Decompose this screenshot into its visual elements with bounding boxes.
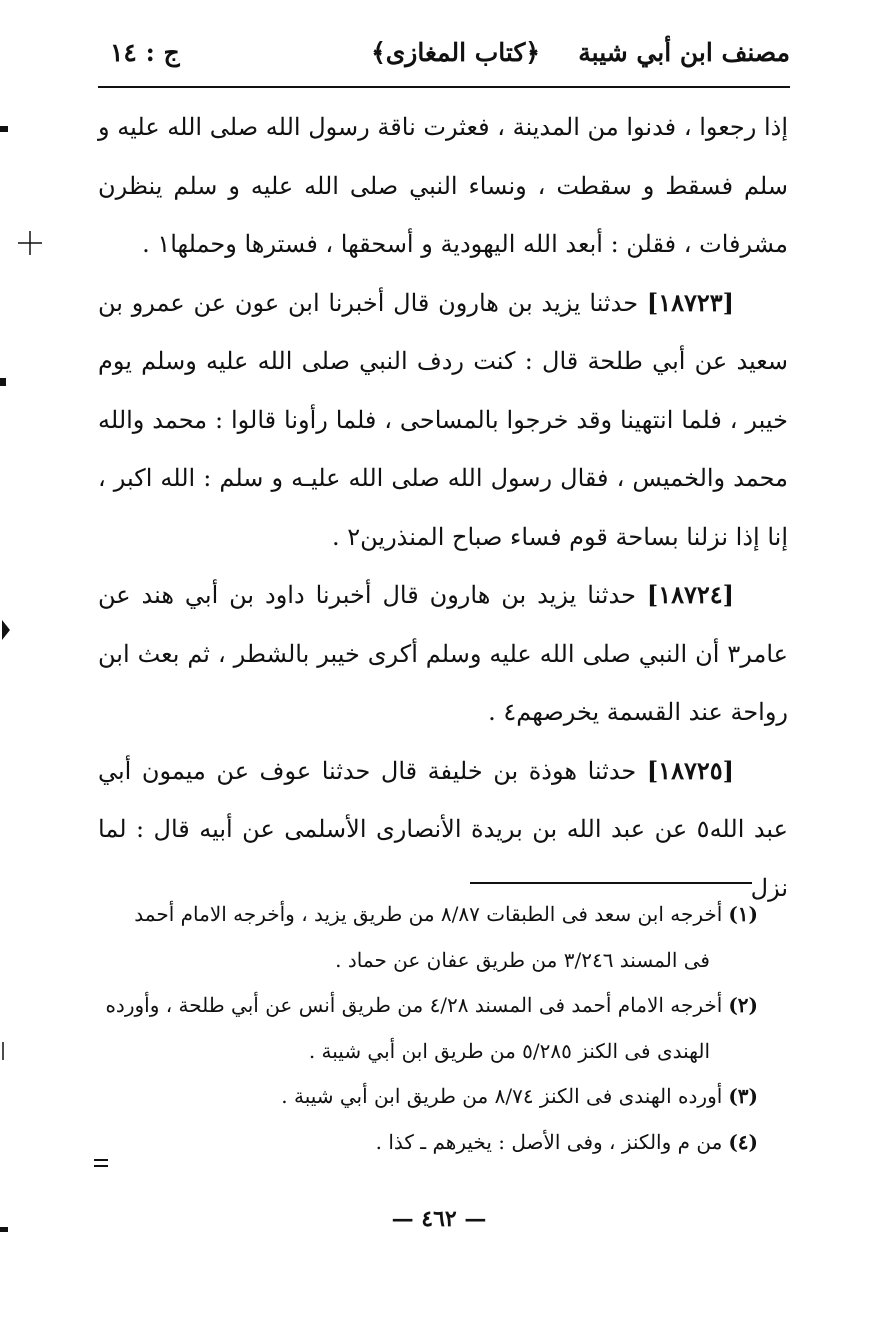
footnote-line: من م والكنز ، وفى الأصل : يخيرهم ـ كذا . [375,1129,723,1154]
continuation-paragraph: إذا رجعوا ، فدنوا من المدينة ، فعثرت ناقة رسول الله صلى الله عليه و سلم فسقط و سقطت ، ونساء النبي صلى الله عليه و سلم ينظرن مشرفات ، فقلن : أبعد الله اليهودية و أسحقها ، فسترها وحملها١ . [98,113,788,258]
scan-mark [0,618,14,642]
main-text [98,98,788,917]
footnote-number: (٣) [728,1084,758,1108]
footnote-number: (١) [728,902,758,926]
footnote-line: الهندى فى الكنز ٥/٢٨٥ من طريق ابن أبي شيبة . [308,1038,710,1063]
hadith-number: [١٨٧٢٣] [646,287,734,317]
crosshair-mark [14,228,44,258]
hadith-text: حدثنا يزيد بن هارون قال أخبرنا داود بن أبي هند عن عامر٣ أن النبي صلى الله عليه وسلم أكرى خيبر بالشطر ، ثم بعث ابن رواحة عند القسمة يخرصهم٤ . [98,581,788,726]
footnote-line: أخرجه ابن سعد فى الطبقات ٨/٨٧ من طريق يزيد ، وأخرجه الامام أحمد [134,902,723,926]
page-header [100,30,790,80]
footnote-2 [98,983,758,1074]
scan-mark [0,1222,12,1238]
footnotes [98,892,758,1165]
hadith-18725 [98,742,788,918]
hadith-text: حدثنا يزيد بن هارون قال أخبرنا ابن عون عن عمرو بن سعيد عن أبي طلحة قال : كنت ردف النبي صلى الله عليه وسلم يوم خيبر ، فلما انتهينا وقد خرجوا بالمساحى ، فلما رأونا قالوا : محمد والله محمد والخميس ، فقال رسول الله صلى الله عليـه و سلم : الله اكبر ، إنا إذا نزلنا بساحة قوم فساء صباح المنذرين٢ . [98,288,788,551]
footnote-1 [98,892,758,983]
footnote-divider [470,882,752,884]
book-title: مصنف ابن أبي شيبة [578,38,790,67]
hadith-18723 [98,274,788,567]
footnote-3 [98,1074,758,1120]
scan-mark [0,372,12,392]
footnote-4 [98,1120,758,1166]
footnote-number: (٢) [728,993,758,1017]
footnote-number: (٤) [728,1129,758,1154]
footnote-line: أخرجه الامام أحمد فى المسند ٤/٢٨ من طريق أنس عن أبي طلحة ، وأورده [105,993,723,1017]
page-number: — ٤٦٢ — [391,1206,487,1232]
chapter-title: ﴿كتاب المغازى﴾ [371,38,540,67]
scan-mark [0,120,12,140]
hadith-number: [١٨٧٢٤] [646,580,734,609]
scan-mark [0,1040,10,1062]
footnote-line: أورده الهندى فى الكنز ٨/٧٤ من طريق ابن أبي شيبة . [281,1084,723,1108]
footnote-line: فى المسند ٣/٢٤٦ من طريق عفان عن حماد . [335,947,710,972]
header-divider [98,86,790,88]
hadith-number: [١٨٧٢٥] [646,755,734,785]
scan-mark [92,1156,114,1172]
hadith-text: حدثنا هوذة بن خليفة قال حدثنا عوف عن ميمون أبي عبد الله٥ عن عبد الله بن بريدة الأنصارى الأسلمى عن أبيه قال : لما نزل [98,756,788,902]
hadith-18724 [98,566,788,742]
volume-number: ج : ١٤ [110,38,180,67]
